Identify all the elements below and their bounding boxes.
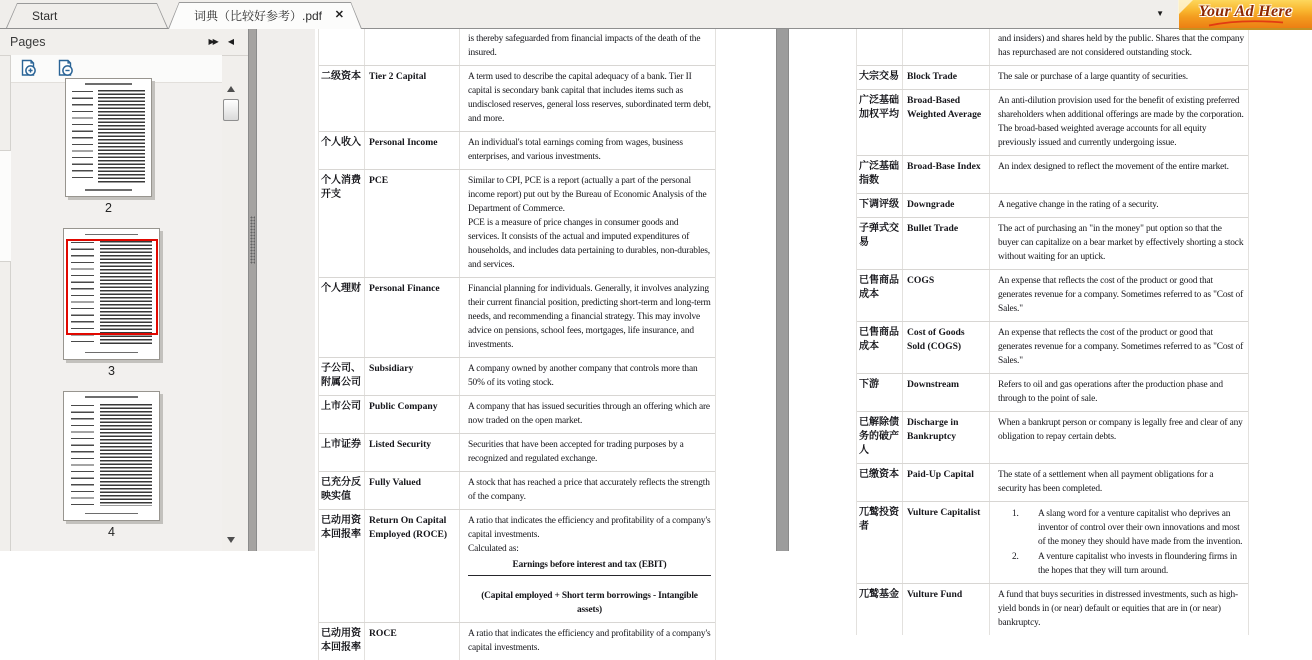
term-english	[903, 28, 990, 65]
definition	[460, 66, 715, 131]
term-chinese: 二级资本	[319, 66, 365, 131]
thumbnail-footer-line	[85, 513, 138, 515]
dict-row	[857, 89, 1248, 155]
definition	[990, 584, 1248, 635]
definition	[460, 28, 715, 65]
term-chinese: 已售商品成本	[857, 322, 903, 373]
thumbnail-header-line	[85, 234, 138, 236]
term-chinese: 子公司、附属公司	[319, 358, 365, 395]
term-chinese: 上市公司	[319, 396, 365, 433]
term-chinese: 已解除债务的破产人	[857, 412, 903, 463]
pages-panel-header	[0, 28, 248, 56]
dict-row	[857, 583, 1248, 635]
dict-row	[857, 321, 1248, 373]
term-chinese: 已缴资本	[857, 464, 903, 501]
dict-row	[319, 277, 715, 357]
page-thumbnail[interactable]	[63, 391, 160, 521]
definition	[990, 322, 1248, 373]
definition-paragraph: A company that has issued securities through an offering which are now traded on the open market.	[468, 402, 710, 426]
term-english: PCE	[365, 170, 460, 277]
numbered-item	[998, 550, 1244, 578]
definition-paragraph: Financial planning for individuals. Generally, it involves analyzing their current financial position, predicting short-term and long-term needs, and recommending a financial strategy. This may involve advice on pensions, school fees, mortgages, life insurance, and investments.	[468, 284, 711, 350]
right-page-table	[856, 28, 1249, 635]
definition-paragraph: Securities that have been accepted for trading purposes by a recognized and regulated exchange.	[468, 440, 684, 464]
dict-row	[319, 28, 715, 65]
definition-paragraph: Refers to oil and gas operations after the production phase and through to the point of sale.	[998, 380, 1223, 404]
term-english: Public Company	[365, 396, 460, 433]
term-chinese: 个人消费开支	[319, 170, 365, 277]
formula-line: (Capital employed + Short term borrowings - Intangible assets)	[481, 591, 698, 615]
term-english: Discharge in Bankruptcy	[903, 412, 990, 463]
definition	[460, 510, 715, 622]
current-view-rectangle	[66, 239, 158, 335]
definition-paragraph: An individual's total earnings coming from wages, business enterprises, and various investments.	[468, 138, 683, 162]
definition-paragraph: A company owned by another company that controls more than 50% of its voting stock.	[468, 364, 698, 388]
thumbnail-header-line	[85, 396, 138, 398]
definition	[990, 374, 1248, 411]
tab-bar	[0, 0, 1312, 29]
term-english	[365, 28, 460, 65]
definition	[990, 502, 1248, 583]
left-page-table	[318, 28, 716, 660]
dict-row	[319, 169, 715, 277]
term-chinese: 大宗交易	[857, 66, 903, 89]
term-english: Fully Valued	[365, 472, 460, 509]
definition-paragraph: A term used to describe the capital adequacy of a bank. Tier II capital is secondary bank capital that includes items such as undisclosed reserves, general loss reserves, subordinated term debt, and more.	[468, 72, 711, 124]
definition	[990, 156, 1248, 193]
panel-splitter[interactable]	[248, 28, 257, 551]
thumbnail-scrollbar[interactable]	[223, 82, 240, 547]
definition-paragraph: An expense that reflects the cost of the product or good that generates revenue for a company. Sometimes referred to as "Cost of Sales."	[998, 276, 1244, 314]
ad-banner[interactable]	[1179, 0, 1312, 30]
dict-row	[857, 193, 1248, 217]
scroll-up-icon[interactable]	[227, 86, 235, 92]
page-thumbnail[interactable]	[65, 78, 152, 197]
ad-banner-text: Your Ad Here	[1198, 3, 1293, 20]
document-canvas	[257, 28, 1312, 653]
term-english: Block Trade	[903, 66, 990, 89]
dict-row	[857, 373, 1248, 411]
dict-row	[319, 433, 715, 471]
definition-paragraph: The sale or purchase of a large quantity of securities.	[998, 72, 1188, 82]
definition	[990, 194, 1248, 217]
definition-paragraph: Similar to CPI, PCE is a report (actually a part of the personal income report) put out by the Bureau of Economic Analysis of the Department of Commerce.	[468, 176, 707, 214]
definition-paragraph: and insiders) and shares held by the public. Shares that the company has repurchased are not considered outstanding stock.	[998, 34, 1244, 58]
page-zoom-out-icon	[56, 59, 75, 78]
pages-panel-title: Pages	[10, 34, 46, 49]
thumbnail-page-number: 4	[108, 525, 115, 539]
definition-paragraph: A stock that has reached a price that accurately reflects the strength of the company.	[468, 478, 710, 502]
pages-panel	[0, 28, 248, 551]
thumbnail-text-column	[98, 90, 145, 184]
dict-row	[319, 509, 715, 622]
definition	[460, 396, 715, 433]
definition	[990, 464, 1248, 501]
formula-divider	[468, 575, 711, 576]
definition-paragraph: An expense that reflects the cost of the product or good that generates revenue for a company. Sometimes referred to as "Cost of Sales."	[998, 328, 1244, 366]
definition	[990, 270, 1248, 321]
term-chinese: 已动用资本回报率	[319, 510, 365, 622]
term-chinese: 已动用资本回报率	[319, 623, 365, 660]
thumbnail-footer-line	[85, 189, 133, 191]
item-number: 2.	[1012, 552, 1019, 562]
term-chinese: 个人收入	[319, 132, 365, 169]
definition-paragraph: Calculated as:	[468, 544, 519, 554]
term-chinese: 广泛基础指数	[857, 156, 903, 193]
term-chinese: 下游	[857, 374, 903, 411]
thumbnail-group	[63, 391, 160, 539]
term-chinese: 兀鹫基金	[857, 584, 903, 635]
dict-row	[857, 463, 1248, 501]
item-number: 1.	[1012, 509, 1019, 519]
term-english: Subsidiary	[365, 358, 460, 395]
definition-paragraph: An index designed to reflect the movement of the entire market.	[998, 162, 1229, 172]
numbered-item	[998, 507, 1244, 549]
definition-paragraph: A ratio that indicates the efficiency and profitability of a company's capital investments.	[468, 629, 711, 653]
term-english: Return On Capital Employed (ROCE)	[365, 510, 460, 622]
tab-start[interactable]	[6, 3, 168, 28]
definition	[990, 90, 1248, 155]
definition	[990, 412, 1248, 463]
definition	[460, 358, 715, 395]
thumbnail-term-column	[71, 405, 95, 506]
float-panel-icon[interactable]: ▶▶	[208, 37, 217, 46]
definition-paragraph: PCE is a measure of price changes in consumer goods and services. It consists of the actual and imputed expenditures of households, and includes data pertaining to durables, non-durables, and services.	[468, 218, 710, 270]
thumbnail-term-column	[72, 91, 93, 183]
definition	[460, 623, 715, 660]
term-english: Personal Finance	[365, 278, 460, 357]
tab-start-label: Start	[32, 8, 58, 23]
definition-paragraph: A fund that buys securities in distressed investments, such as high-yield bonds in (or near) default or equities that are in (or near) bankruptcy.	[998, 590, 1239, 628]
tab-list-dropdown-icon[interactable]: ▼	[1156, 9, 1164, 18]
enlarge-thumbnails-button[interactable]	[18, 59, 38, 79]
definition	[990, 66, 1248, 89]
thumbnail-page-number: 2	[105, 201, 112, 215]
dict-row	[857, 411, 1248, 463]
item-text: A venture capitalist who invests in floundering firms in the hopes that they will turn around.	[1038, 552, 1237, 576]
definition-paragraph: A negative change in the rating of a security.	[998, 200, 1159, 210]
term-english: ROCE	[365, 623, 460, 660]
term-chinese: 已售商品成本	[857, 270, 903, 321]
term-english: COGS	[903, 270, 990, 321]
definition-paragraph: The act of purchasing an "in the money" put option so that the buyer can capitalize on a bear market by effectively shorting a stock without waiting for an uptick.	[998, 224, 1244, 262]
definition	[990, 218, 1248, 269]
term-chinese: 广泛基础加权平均	[857, 90, 903, 155]
thumbnail-page-number: 3	[108, 364, 115, 378]
tab-document[interactable]	[168, 2, 362, 29]
term-chinese: 下调评级	[857, 194, 903, 217]
definition-paragraph: The state of a settlement when all payment obligations for a security has been completed.	[998, 470, 1214, 494]
term-english: Broad-Base Index	[903, 156, 990, 193]
dict-row	[319, 65, 715, 131]
dict-row	[857, 155, 1248, 193]
dict-row	[857, 217, 1248, 269]
dict-row	[319, 357, 715, 395]
term-chinese: 上市证券	[319, 434, 365, 471]
definition	[460, 472, 715, 509]
term-english: Vulture Capitalist	[903, 502, 990, 583]
term-english: Bullet Trade	[903, 218, 990, 269]
active-panel-tab[interactable]	[0, 150, 11, 262]
splitter-grip-icon	[250, 216, 255, 264]
thumbnail-group	[63, 228, 160, 378]
collapse-panel-icon[interactable]: ◀	[227, 37, 234, 46]
term-english: Paid-Up Capital	[903, 464, 990, 501]
page-thumbnail[interactable]	[63, 228, 160, 360]
reduce-thumbnails-button[interactable]	[55, 59, 75, 79]
panel-tab-rail	[0, 55, 11, 551]
thumbnail-header-line	[85, 83, 133, 85]
document-page-left	[315, 28, 776, 653]
page-gap-divider	[776, 28, 789, 551]
term-english: Cost of Goods Sold (COGS)	[903, 322, 990, 373]
scroll-down-icon[interactable]	[227, 537, 235, 543]
dict-row	[857, 501, 1248, 583]
thumbnail-footer-line	[85, 352, 138, 354]
term-english: Vulture Fund	[903, 584, 990, 635]
term-chinese	[857, 28, 903, 65]
close-tab-icon[interactable]: ✕	[334, 9, 344, 21]
document-page-right	[789, 28, 1312, 628]
definition-paragraph: When a bankrupt person or company is legally free and clear of any obligation to repay certain debts.	[998, 418, 1243, 442]
term-chinese: 已充分反映实值	[319, 472, 365, 509]
dict-row	[319, 395, 715, 433]
dict-row	[857, 269, 1248, 321]
dict-row	[319, 131, 715, 169]
term-english: Downstream	[903, 374, 990, 411]
tab-document-label: 词典（比较好参考）.pdf	[194, 9, 323, 23]
term-english: Listed Security	[365, 434, 460, 471]
dict-row	[857, 65, 1248, 89]
definition	[990, 28, 1248, 65]
dict-row	[319, 471, 715, 509]
definition	[460, 170, 715, 277]
definition-paragraph: is thereby safeguarded from financial impacts of the death of the insured.	[468, 34, 701, 58]
dict-row	[319, 622, 715, 660]
definition	[460, 278, 715, 357]
scrollbar-thumb[interactable]	[223, 99, 239, 121]
term-english: Downgrade	[903, 194, 990, 217]
term-chinese: 子弹式交易	[857, 218, 903, 269]
item-text: A slang word for a venture capitalist who deprives an inventor of control over their own innovations and most of the money they should have made from the invention.	[1038, 509, 1243, 547]
term-chinese	[319, 28, 365, 65]
definition-paragraph: A ratio that indicates the efficiency and profitability of a company's capital investments.	[468, 516, 711, 540]
term-chinese: 兀鹫投资者	[857, 502, 903, 583]
page-zoom-in-icon	[19, 59, 38, 78]
term-english: Broad-Based Weighted Average	[903, 90, 990, 155]
definition	[460, 132, 715, 169]
term-english: Tier 2 Capital	[365, 66, 460, 131]
thumbnail-group	[65, 78, 152, 215]
definition-paragraph: An anti-dilution provision used for the benefit of existing preferred shareholders when additional offerings are made by the corporation. The broad-based weighted average accounts for all equity previously issued and currently undergoing issue.	[998, 96, 1244, 148]
dict-row	[857, 28, 1248, 65]
definition	[460, 434, 715, 471]
term-english: Personal Income	[365, 132, 460, 169]
thumbnail-text-column	[100, 404, 152, 506]
ad-underline-swoosh	[1207, 20, 1285, 27]
formula-line: Earnings before interest and tax (EBIT)	[512, 560, 667, 570]
term-chinese: 个人理财	[319, 278, 365, 357]
